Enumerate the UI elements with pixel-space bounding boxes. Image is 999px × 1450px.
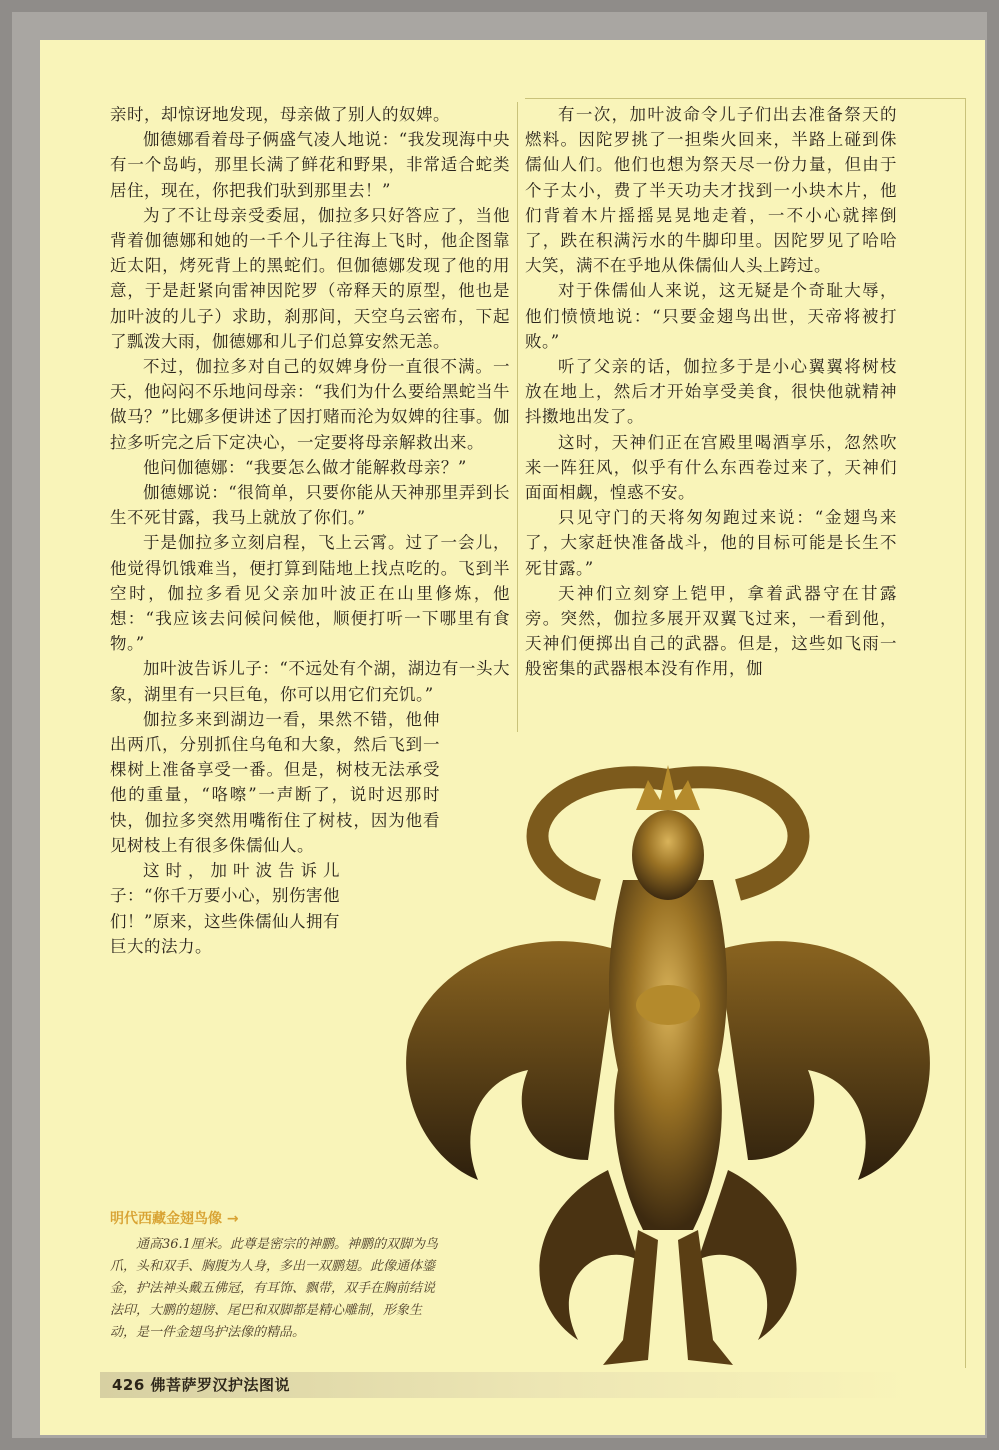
statue-tail <box>698 1170 797 1340</box>
statue-body <box>609 880 727 1230</box>
image-caption <box>110 1208 440 1344</box>
caption-title: 明代西藏金翅鸟像 → <box>110 1211 239 1227</box>
statue-left-wing <box>406 941 618 1180</box>
paragraph: 听了父亲的话，伽拉多于是小心翼翼将树枝放在地上，然后才开始享受美食，很快他就精神抖擞地出发了。 <box>525 357 897 427</box>
garuda-statue-photo <box>368 740 968 1380</box>
paragraph: 天神们立刻穿上铠甲，拿着武器守在甘露旁。突然，伽拉多展开双翼飞过来，一看到他，天神们便掷出自己的武器。但是，这些如飞雨一般密集的武器根本没有作用，伽 <box>525 583 897 679</box>
paragraph: 于是伽拉多立刻启程，飞上云霄。过了一会儿，他觉得饥饿难当，便打算到陆地上找点吃的。飞到半空时，伽拉多看见父亲加叶波正在山里修炼，他想：“我应该去问候问候他，顺便打听一下哪里有食物。” <box>110 533 510 654</box>
page-footer <box>100 1372 910 1398</box>
paragraph: 伽拉多来到湖边一看，果然不错，他伸出两爪，分别抓住乌龟和大象，然后飞到一棵树上准备享受一番。但是，树枝无法承受他的重量，“咯嚓”一声断了，说时迟那时快，伽拉多突然用嘴衔住了树枝，因为他看见树枝上有很多侏儒仙人。 <box>110 709 440 855</box>
paragraph: 这时，加叶波告诉儿子：“你千万要小心，别伤害他们！”原来，这些侏儒仙人拥有巨大的法力。 <box>110 861 340 956</box>
paragraph: 只见守门的天将匆匆跑过来说：“金翅鸟来了，大家赶快准备战斗，他的目标可能是长生不死甘露。” <box>525 508 897 578</box>
caption-body: 通高36.1厘米。此尊是密宗的神鹏。神鹏的双脚为鸟爪，头和双手、胸腹为人身，多出一双鹏翅。此像通体鎏金，护法神头戴五佛冠，有耳饰、飘带，双手在胸前结说法印，大鹏的翅膀、尾巴和双脚都是精心雕制，形象生动，是一件金翅鸟护法像的精品。 <box>110 1237 438 1340</box>
paragraph: 为了不让母亲受委屈，伽拉多只好答应了，当他背着伽德娜和她的一千个儿子往海上飞时，他企图靠近太阳，烤死背上的黑蛇们。但伽德娜发现了他的用意，于是赶紧向雷神因陀罗（帝释天的原型，他也是加叶波的儿子）求助，刹那间，天空乌云密布，下起了瓢泼大雨，伽德娜和儿子们总算安然无恙。 <box>110 205 510 351</box>
page-frame <box>12 12 987 1438</box>
statue-right-wing <box>718 941 930 1180</box>
top-right-rule <box>525 98 965 99</box>
paragraph: 这时，天神们正在宫殿里喝酒享乐，忽然吹来一阵狂风，似乎有什么东西卷过来了，天神们面面相觑，惶惑不安。 <box>525 432 897 503</box>
paragraph: 加叶波告诉儿子：“不远处有个湖，湖边有一头大象，湖里有一只巨龟，你可以用它们充饥。” <box>110 659 510 704</box>
statue-head <box>632 810 704 900</box>
paragraph: 不过，伽拉多对自己的奴婢身份一直很不满。一天，他闷闷不乐地问母亲：“我们为什么要给黑蛇当牛做马？”比娜多便讲述了因打赌而沦为奴婢的往事。伽拉多听完之后下定决心，一定要将母亲解救出来。 <box>110 357 510 452</box>
footer-text: 426 佛菩萨罗汉护法图说 <box>112 1376 291 1394</box>
paragraph: 有一次，加叶波命令儿子们出去准备祭天的燃料。因陀罗挑了一担柴火回来，半路上碰到侏儒仙人们。他们也想为祭天尽一份力量，但由于个子太小，费了半天功夫才找到一小块木片，他们背着木片摇摇晃晃地走着，一不小心就摔倒了，跌在积满污水的牛脚印里。因陀罗见了哈哈大笑，满不在乎地从侏儒仙人头上跨过。 <box>525 105 897 276</box>
paragraph: 伽德娜看着母子俩盛气凌人地说：“我发现海中央有一个岛屿，那里长满了鲜花和野果，非常适合蛇类居住，现在，你把我们驮到那里去！” <box>110 130 510 200</box>
book-page <box>40 40 985 1435</box>
paragraph: 伽德娜说：“很简单，只要你能从天神那里弄到长生不死甘露，我马上就放了你们。” <box>110 483 510 528</box>
column-divider <box>517 102 518 732</box>
paragraph: 亲时，却惊讶地发现，母亲做了别人的奴婢。 <box>110 105 450 124</box>
right-text-column <box>525 102 897 682</box>
paragraph: 对于侏儒仙人来说，这无疑是个奇耻大辱，他们愤愤地说：“只要金翅鸟出世，天帝将被打败。” <box>525 281 897 351</box>
statue-tail <box>539 1170 638 1340</box>
statue-hands <box>636 985 700 1025</box>
paragraph: 他问伽德娜：“我要怎么做才能解救母亲？” <box>143 457 467 477</box>
